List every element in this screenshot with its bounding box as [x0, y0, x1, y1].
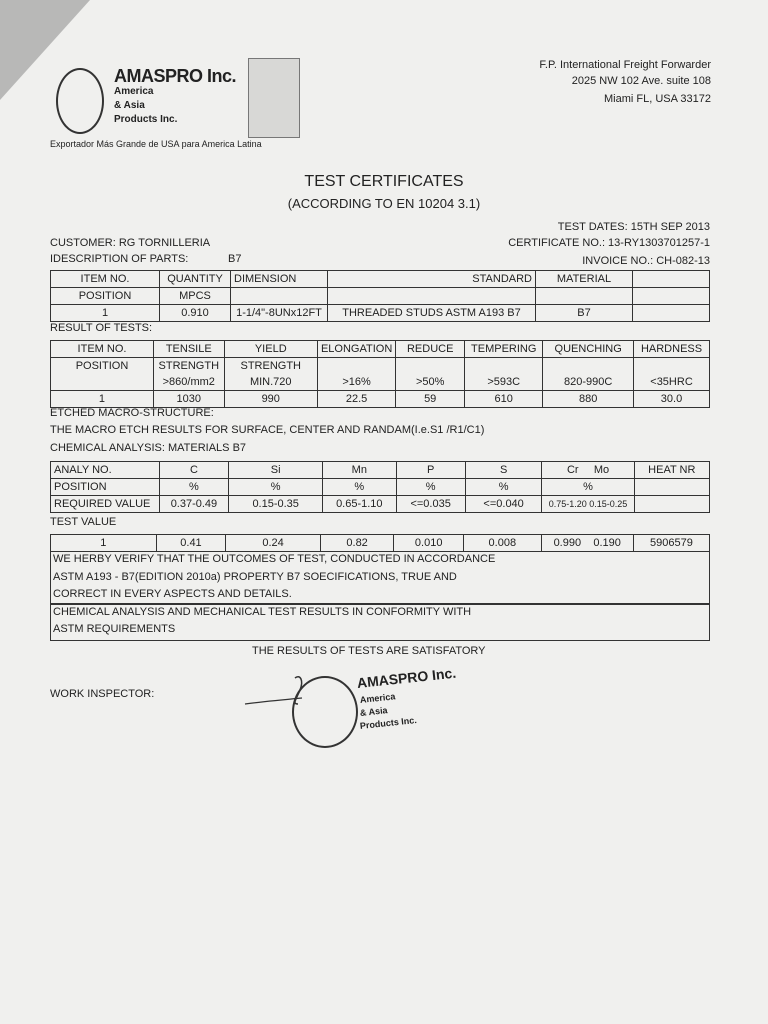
- cell: [634, 479, 709, 496]
- parts-table: [50, 270, 710, 322]
- address-1: F.P. International Freight Forwarder: [539, 59, 711, 71]
- cell: <=0.040: [465, 496, 542, 513]
- cr-label: Cr: [566, 463, 579, 476]
- cell: >860/mm2: [153, 374, 224, 391]
- cell: [634, 496, 709, 513]
- cell: [633, 271, 710, 288]
- cell: REDUCE: [396, 341, 465, 358]
- cell: [542, 496, 634, 513]
- certificate-no: CERTIFICATE NO.: 13-RY1303701257-1: [508, 237, 710, 249]
- cell: STRENGTH: [224, 358, 317, 375]
- description-label: IDESCRIPTION OF PARTS:: [50, 253, 189, 265]
- company-name: AMASPRO Inc.: [114, 66, 237, 86]
- cr-value: 0.990: [553, 536, 582, 549]
- cell: TENSILE: [153, 341, 224, 358]
- cell: 610: [465, 391, 543, 408]
- cell: ITEM NO.: [51, 271, 160, 288]
- cell: 990: [224, 391, 317, 408]
- cell: C: [159, 462, 229, 479]
- cell: [633, 288, 710, 305]
- conformity-line-1: CHEMICAL ANALYSIS AND MECHANICAL TEST RESULTS IN CONFORMITY WITH: [53, 606, 472, 618]
- cell: 880: [543, 391, 634, 408]
- test-value-table: [50, 534, 710, 552]
- cell: 0.41: [156, 535, 226, 552]
- cell: [542, 462, 634, 479]
- cell: 0.910: [160, 305, 231, 322]
- inspector-label: WORK INSPECTOR:: [50, 688, 155, 700]
- seal-image: [248, 58, 300, 138]
- cell: [231, 288, 328, 305]
- cell: 5906579: [633, 535, 709, 552]
- cell: [543, 358, 634, 375]
- cell: [396, 358, 465, 375]
- cell: [541, 535, 633, 552]
- satisfactory-statement: THE RESULTS OF TESTS ARE SATISFATORY: [252, 645, 486, 657]
- cell: THREADED STUDS ASTM A193 B7: [328, 305, 536, 322]
- cr-required: 0.75-1.20: [548, 498, 587, 509]
- cell: [51, 374, 154, 391]
- cell: >16%: [317, 374, 395, 391]
- company-sub-2: & Asia: [114, 100, 145, 111]
- cell: %: [396, 479, 465, 496]
- cell: ELONGATION: [317, 341, 395, 358]
- cell: S: [465, 462, 542, 479]
- mo-value: 0.190: [593, 536, 621, 549]
- cell: 1-1/4"-8UNx12FT: [231, 305, 328, 322]
- invoice-no: INVOICE NO.: CH-082-13: [582, 255, 710, 267]
- cell: POSITION: [51, 358, 154, 375]
- cell: <=0.035: [396, 496, 465, 513]
- cell: ANALY NO.: [51, 462, 160, 479]
- cell: [633, 305, 710, 322]
- stamp-company: AMASPRO Inc.: [356, 664, 457, 691]
- cell: [536, 288, 633, 305]
- etched-heading: ETCHED MACRO-STRUCTURE:: [50, 407, 214, 419]
- cell: 1: [51, 391, 154, 408]
- test-value-label: TEST VALUE: [50, 516, 117, 528]
- stamp-line-2: & Asia: [359, 705, 389, 718]
- cell: >50%: [396, 374, 465, 391]
- cell: 1: [51, 305, 160, 322]
- cell: <35HRC: [634, 374, 710, 391]
- cell: QUANTITY: [160, 271, 231, 288]
- result-label: RESULT OF TESTS:: [50, 322, 153, 334]
- cell: B7: [536, 305, 633, 322]
- cell: 1: [51, 535, 157, 552]
- verify-line-2: ASTM A193 - B7(EDITION 2010a) PROPERTY B7 SOECIFICATIONS, TRUE AND: [53, 571, 457, 583]
- cell: ITEM NO.: [51, 341, 154, 358]
- stamp-line-3: Products Inc.: [359, 715, 418, 731]
- cell: 0.65-1.10: [323, 496, 396, 513]
- cell: TEMPERING: [465, 341, 543, 358]
- cell: %: [465, 479, 542, 496]
- test-dates: TEST DATES: 15TH SEP 2013: [557, 221, 710, 233]
- cell: %: [229, 479, 323, 496]
- address-3: Miami FL, USA 33172: [604, 93, 711, 105]
- cell: REQUIRED VALUE: [51, 496, 160, 513]
- cell: Si: [229, 462, 323, 479]
- verify-line-3: CORRECT IN EVERY ASPECTS AND DETAILS.: [53, 588, 292, 600]
- cell: POSITION: [51, 479, 160, 496]
- cell: [317, 358, 395, 375]
- cell: %: [542, 479, 634, 496]
- cell: 0.24: [226, 535, 321, 552]
- etched-results: THE MACRO ETCH RESULTS FOR SURFACE, CENTER AND RANDAM(I.e.S1 /R1/C1): [50, 424, 485, 436]
- cell: P: [396, 462, 465, 479]
- document-title: TEST CERTIFICATES: [304, 173, 464, 190]
- customer: CUSTOMER: RG TORNILLERIA: [50, 237, 211, 249]
- cell: MIN.720: [224, 374, 317, 391]
- cell: %: [159, 479, 229, 496]
- cell: 22.5: [317, 391, 395, 408]
- cell: DIMENSION: [231, 271, 328, 288]
- cell: %: [323, 479, 396, 496]
- address-2: 2025 NW 102 Ave. suite 108: [571, 75, 711, 87]
- cell: 820-990C: [543, 374, 634, 391]
- cell: YIELD: [224, 341, 317, 358]
- company-logo: [56, 68, 104, 134]
- company-sub-1: America: [114, 86, 154, 97]
- cell: 59: [396, 391, 465, 408]
- verify-line-1: WE HERBY VERIFY THAT THE OUTCOMES OF TEST, CONDUCTED IN ACCORDANCE: [53, 553, 496, 565]
- chemical-heading: CHEMICAL ANALYSIS: MATERIALS B7: [50, 442, 247, 454]
- cell: MPCS: [160, 288, 231, 305]
- tagline: Exportador Más Grande de USA para America Latina: [50, 139, 262, 149]
- mo-required: 0.15-0.25: [589, 498, 628, 509]
- cell: STANDARD: [328, 271, 536, 288]
- cell: POSITION: [51, 288, 160, 305]
- cell: 30.0: [634, 391, 710, 408]
- cell: MATERIAL: [536, 271, 633, 288]
- cell: 0.82: [320, 535, 393, 552]
- mo-label: Mo: [593, 463, 610, 476]
- cell: QUENCHING: [543, 341, 634, 358]
- cell: [465, 358, 543, 375]
- cell: 0.010: [394, 535, 464, 552]
- stamp-logo: [292, 676, 358, 748]
- cell: HARDNESS: [634, 341, 710, 358]
- company-sub-3: Products Inc.: [114, 114, 178, 125]
- document-subtitle: (ACCORDING TO EN 10204 3.1): [287, 196, 481, 211]
- cell: 1030: [153, 391, 224, 408]
- cell: 0.37-0.49: [159, 496, 229, 513]
- stamp-line-1: America: [359, 691, 396, 705]
- chemical-table: [50, 461, 710, 513]
- results-table: [50, 340, 710, 408]
- cell: 0.008: [464, 535, 541, 552]
- cell: STRENGTH: [153, 358, 224, 375]
- description-value: B7: [228, 253, 242, 265]
- cell: HEAT NR: [634, 462, 709, 479]
- cell: 0.15-0.35: [229, 496, 323, 513]
- cell: Mn: [323, 462, 396, 479]
- cell: [328, 288, 536, 305]
- conformity-line-2: ASTM REQUIREMENTS: [53, 623, 176, 635]
- cell: >593C: [465, 374, 543, 391]
- cell: [634, 358, 710, 375]
